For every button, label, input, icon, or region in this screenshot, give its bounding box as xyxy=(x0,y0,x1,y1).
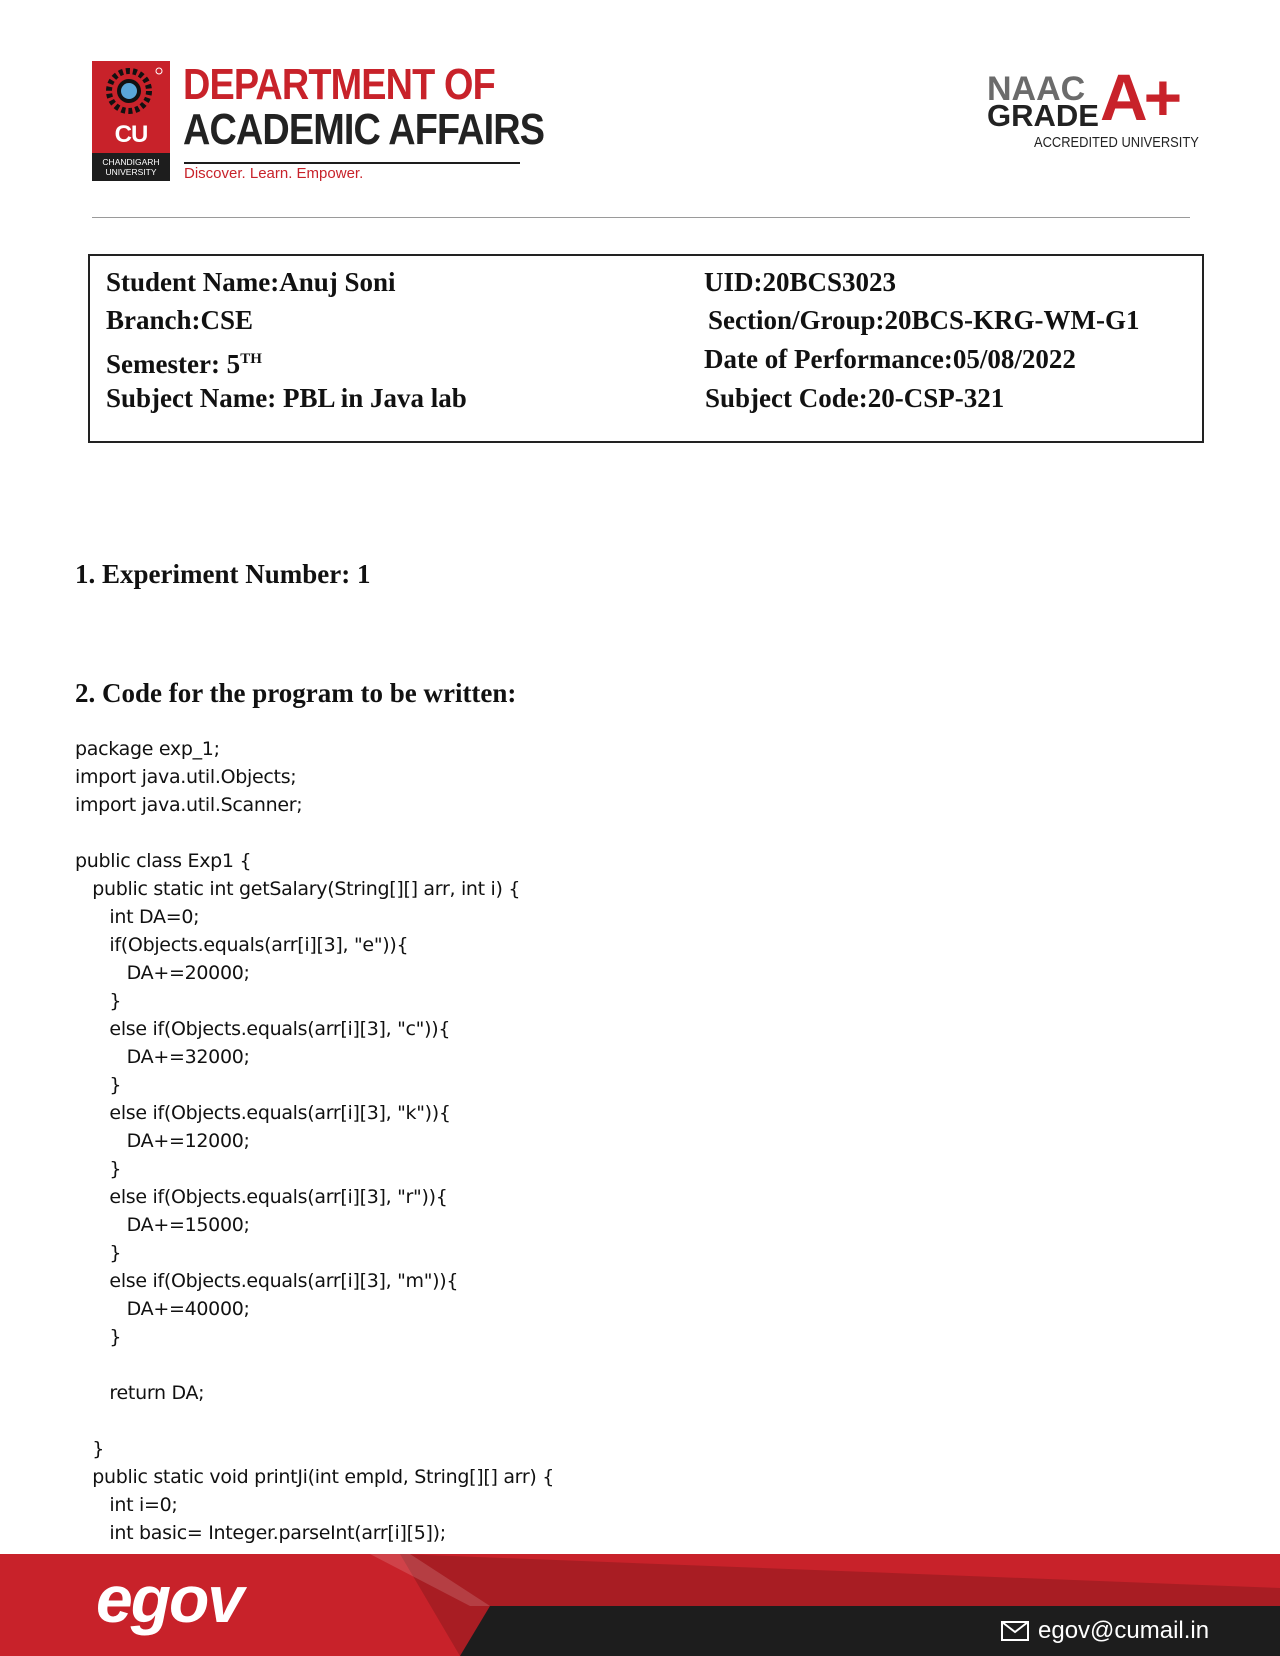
code-line: int i=0; xyxy=(75,1494,178,1516)
code-line: public static void printJi(int empId, String[][] arr) { xyxy=(75,1466,554,1488)
code-line xyxy=(75,1407,975,1435)
code-listing xyxy=(75,735,975,1547)
logo-caption: CHANDIGARH UNIVERSITY xyxy=(92,153,170,181)
code-line xyxy=(75,1351,975,1379)
date-of-performance: Date of Performance:05/08/2022 xyxy=(704,344,1076,374)
student-name: Student Name:Anuj Soni xyxy=(106,267,396,297)
code-line: import java.util.Scanner; xyxy=(75,794,303,816)
semester-suffix: TH xyxy=(240,351,262,367)
code-line: } xyxy=(75,1242,122,1264)
code-line: } xyxy=(75,1438,105,1460)
student-branch: Branch:CSE xyxy=(106,305,254,335)
code-line: else if(Objects.equals(arr[i][3], "m")){ xyxy=(75,1270,459,1292)
tagline: Discover. Learn. Empower. xyxy=(184,162,520,182)
department-title-line1: DEPARTMENT OF xyxy=(183,60,495,109)
code-line: int basic= Integer.parseInt(arr[i][5]); xyxy=(75,1522,446,1544)
mail-icon xyxy=(1001,1621,1029,1641)
code-line: import java.util.Objects; xyxy=(75,766,297,788)
code-line: DA+=32000; xyxy=(75,1046,250,1068)
code-line: if(Objects.equals(arr[i][3], "e")){ xyxy=(75,934,409,956)
accredited-label: ACCREDITED UNIVERSITY xyxy=(1034,134,1199,151)
code-line: DA+=20000; xyxy=(75,962,250,984)
naac-label: NAAC xyxy=(987,70,1086,108)
code-line: public class Exp1 { xyxy=(75,850,252,872)
department-title-line2: ACADEMIC AFFAIRS xyxy=(183,105,545,154)
code-line: int DA=0; xyxy=(75,906,200,928)
grade-label: GRADE xyxy=(987,98,1099,133)
student-section: Section/Group:20BCS-KRG-WM-G1 xyxy=(708,305,1140,335)
subject-name: Subject Name: PBL in Java lab xyxy=(106,383,467,413)
code-line: return DA; xyxy=(75,1382,205,1404)
code-line: package exp_1; xyxy=(75,738,220,760)
gear-emblem-icon xyxy=(92,61,170,125)
subject-code: Subject Code:20-CSP-321 xyxy=(705,383,1005,413)
code-line: else if(Objects.equals(arr[i][3], "c")){ xyxy=(75,1018,451,1040)
code-line: DA+=15000; xyxy=(75,1214,250,1236)
code-heading: 2. Code for the program to be written: xyxy=(75,678,517,708)
code-line: else if(Objects.equals(arr[i][3], "r")){ xyxy=(75,1186,448,1208)
header-divider xyxy=(92,217,1190,218)
student-semester xyxy=(106,344,262,379)
code-line: } xyxy=(75,1158,122,1180)
university-logo xyxy=(92,61,170,181)
code-line: } xyxy=(75,1074,122,1096)
footer-email[interactable]: egov@cumail.in xyxy=(1038,1617,1210,1644)
code-line: } xyxy=(75,1326,122,1348)
experiment-heading: 1. Experiment Number: 1 xyxy=(75,559,371,589)
code-line: DA+=40000; xyxy=(75,1298,250,1320)
egov-logo: egov xyxy=(96,1562,243,1636)
code-line: DA+=12000; xyxy=(75,1130,250,1152)
code-line xyxy=(75,819,975,847)
grade-value: A+ xyxy=(1100,60,1179,134)
code-line: } xyxy=(75,990,122,1012)
code-line: else if(Objects.equals(arr[i][3], "k")){ xyxy=(75,1102,451,1124)
logo-monogram: CU xyxy=(114,121,148,148)
code-line: public static int getSalary(String[][] arr, int i) { xyxy=(75,878,521,900)
semester-value: Semester: 5 xyxy=(106,349,241,379)
student-uid: UID:20BCS3023 xyxy=(704,267,897,297)
